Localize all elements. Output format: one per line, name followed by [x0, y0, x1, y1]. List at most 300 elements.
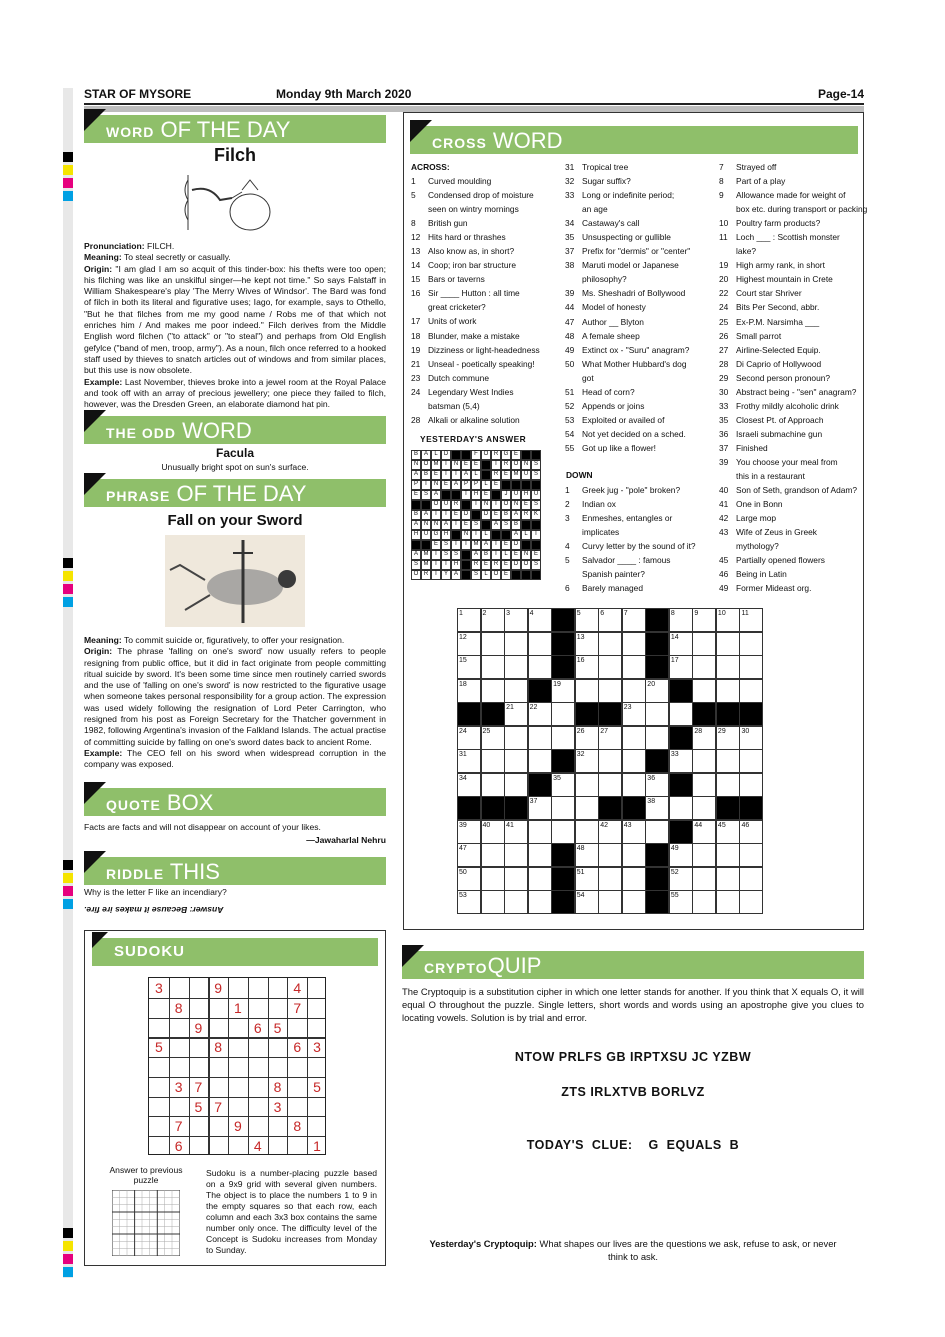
crossword-cell[interactable]: 26: [575, 726, 599, 750]
crossword-cell[interactable]: [669, 796, 693, 820]
sudoku-cell[interactable]: [248, 1116, 268, 1136]
sudoku-cell[interactable]: [189, 978, 209, 998]
crossword-cell[interactable]: 30: [739, 726, 763, 750]
crossword-cell[interactable]: 53: [457, 890, 481, 914]
sudoku-cell[interactable]: 3: [154, 980, 163, 996]
crossword-cell[interactable]: [504, 632, 528, 656]
crossword-cell[interactable]: [716, 749, 740, 773]
answer-cell: E: [411, 490, 421, 500]
clue-item: 6 Barely managed: [565, 583, 643, 594]
answer-cell: N: [411, 460, 421, 470]
answer-cell: A: [491, 520, 501, 530]
crossword-cell[interactable]: [692, 843, 716, 867]
crossword-cell[interactable]: [528, 655, 552, 679]
answer-cell: A: [481, 540, 491, 550]
phrase-body: Meaning: To commit suicide or, figuratively, to offer your resignation. Origin: The phrase 'falling on one's sword' now usually refers to people resigning from public office, but it did in fact originate from people committing ritual suicide by sword. It's been some time since men routinely carried swords and the use of 'falling on one's sword' is now restricted to the figurative usage when someone takes personal responsibility for a group action. The expression was used widely following the resignation of Lord Peter Carrington, who resigned from his post as Foreign Secretary for the Thatcher government in 1982, following Argentina's invasion of the Falkland Islands. The actual practise of committing suicide by falling on one's sword dates back to ancient Rome. Example: The CEO fell on his sword when widespread corruption in the company was exposed.: [84, 635, 387, 770]
answer-cell: H: [441, 530, 451, 540]
crossword-cell[interactable]: [528, 749, 552, 773]
crossword-cell[interactable]: [739, 679, 763, 703]
word-of-day-bar: WORD OF THE DAY: [84, 115, 386, 143]
quote-author: —Jawaharlal Nehru: [306, 835, 386, 845]
answer-cell: R: [491, 560, 501, 570]
crossword-cell[interactable]: 50: [457, 867, 481, 891]
clue-item: 22 Court star Shriver: [719, 288, 802, 299]
crossword-cell[interactable]: [692, 773, 716, 797]
sudoku-cell[interactable]: [208, 1136, 228, 1156]
answer-cell: T: [491, 540, 501, 550]
clue-item: 15 Bars or taverns: [411, 274, 485, 285]
crossword-cell[interactable]: 18: [457, 679, 481, 703]
crossword-cell[interactable]: [622, 843, 646, 867]
sudoku-cell[interactable]: [228, 1018, 248, 1038]
crossword-cell[interactable]: [504, 890, 528, 914]
crossword-cell[interactable]: [481, 773, 505, 797]
sudoku-cell[interactable]: [307, 998, 327, 1018]
crossword-cell[interactable]: [551, 820, 575, 844]
answer-cell: I: [461, 540, 471, 550]
crossword-cell[interactable]: [739, 773, 763, 797]
crossword-cell[interactable]: 19: [551, 679, 575, 703]
answer-cell: A: [511, 530, 521, 540]
sudoku-cell[interactable]: [149, 1077, 169, 1097]
clue-item: 8 British gun: [411, 218, 468, 229]
crossword-cell[interactable]: 14: [669, 632, 693, 656]
crossword-cell[interactable]: [622, 726, 646, 750]
answer-cell: B: [421, 470, 431, 480]
crossword-cell[interactable]: 44: [692, 820, 716, 844]
crossword-cell[interactable]: [716, 632, 740, 656]
sudoku-cell[interactable]: [189, 1136, 209, 1156]
yesterday-answer-title: YESTERDAY'S ANSWER: [420, 434, 527, 444]
sudoku-cell[interactable]: [189, 1116, 209, 1136]
crossword-cell[interactable]: [598, 632, 622, 656]
sudoku-cell[interactable]: 8: [293, 1118, 302, 1135]
crossword-grid[interactable]: [457, 608, 763, 914]
crossword-cell[interactable]: [739, 655, 763, 679]
crossword-cell[interactable]: [622, 632, 646, 656]
sudoku-cell[interactable]: [189, 998, 209, 1018]
crossword-cell[interactable]: [622, 679, 646, 703]
crossword-cell[interactable]: 37: [528, 796, 552, 820]
crossword-cell[interactable]: 5: [575, 608, 599, 632]
crossword-cell[interactable]: [481, 679, 505, 703]
crossword-cell[interactable]: 12: [457, 632, 481, 656]
crossword-cell[interactable]: 22: [528, 702, 552, 726]
clue-item: 53 Exploited or availed of: [565, 414, 665, 425]
quote-text: Facts are facts and will not disappear on account of your likes.: [84, 822, 321, 832]
crossword-cell[interactable]: 27: [598, 726, 622, 750]
cryptoquip-yesterday: Yesterday's Cryptoquip: What shapes our lives are the questions we ask, refuse to ask, or never think to ask.: [429, 1238, 837, 1262]
crossword-cell[interactable]: [622, 773, 646, 797]
sudoku-cell[interactable]: [228, 1077, 248, 1097]
sudoku-cell[interactable]: [248, 978, 268, 998]
crossword-cell[interactable]: 52: [669, 867, 693, 891]
sudoku-cell[interactable]: [287, 1097, 307, 1117]
sudoku-cell[interactable]: [228, 1057, 248, 1077]
crossword-cell[interactable]: [504, 867, 528, 891]
crossword-cell[interactable]: 10: [716, 608, 740, 632]
answer-cell: I: [431, 510, 441, 520]
sudoku-cell[interactable]: 7: [293, 999, 302, 1016]
crossword-cell[interactable]: [622, 867, 646, 891]
crossword-cell[interactable]: [645, 726, 669, 750]
crossword-cell[interactable]: [551, 726, 575, 750]
sudoku-cell[interactable]: [287, 1077, 307, 1097]
crossword-cell[interactable]: [739, 632, 763, 656]
crossword-cell[interactable]: 32: [575, 749, 599, 773]
sudoku-cell[interactable]: 7: [174, 1118, 183, 1135]
sudoku-cell[interactable]: 5: [313, 1078, 321, 1095]
clue-item: 37 Prefix for "dermis" or "center": [565, 246, 691, 257]
crossword-cell[interactable]: 17: [669, 655, 693, 679]
crossword-cell[interactable]: [622, 890, 646, 914]
sudoku-cell[interactable]: [189, 1037, 209, 1057]
crossword-cell[interactable]: 21: [504, 702, 528, 726]
sudoku-cell[interactable]: 6: [174, 1138, 183, 1155]
crossword-cell[interactable]: [598, 890, 622, 914]
crossword-black-cell: [739, 702, 763, 726]
crossword-cell[interactable]: [528, 843, 552, 867]
answer-cell: N: [521, 460, 531, 470]
answer-cell: H: [471, 490, 481, 500]
answer-cell: E: [461, 460, 471, 470]
riddle-answer: Answer: Because it makes ire fire.: [84, 905, 224, 915]
crossword-cell[interactable]: [575, 679, 599, 703]
clue-item: 23 Dutch commune: [411, 372, 489, 383]
crossword-cell[interactable]: [645, 820, 669, 844]
crossword-cell[interactable]: [504, 726, 528, 750]
sudoku-cell[interactable]: [228, 1097, 248, 1117]
sudoku-cell[interactable]: [149, 1136, 169, 1156]
crossword-cell[interactable]: 40: [481, 820, 505, 844]
crossword-cell[interactable]: 46: [739, 820, 763, 844]
sudoku-cell[interactable]: [268, 1116, 288, 1136]
crossword-cell[interactable]: 47: [457, 843, 481, 867]
answer-cell: S: [531, 500, 541, 510]
answer-cell: N: [431, 520, 441, 530]
sudoku-cell[interactable]: [169, 1018, 189, 1038]
crossword-cell[interactable]: [622, 749, 646, 773]
crossword-black-cell: [645, 608, 669, 632]
sudoku-cell[interactable]: [248, 1097, 268, 1117]
answer-cell: N: [481, 500, 491, 510]
sudoku-cell[interactable]: [307, 1057, 327, 1077]
sudoku-cell[interactable]: 3: [273, 1098, 282, 1115]
crossword-cell[interactable]: [716, 773, 740, 797]
sudoku-cell[interactable]: [287, 1018, 307, 1038]
sudoku-cell[interactable]: [268, 998, 288, 1018]
crossword-cell[interactable]: 20: [645, 679, 669, 703]
sudoku-cell[interactable]: [149, 1116, 169, 1136]
crossword-cell[interactable]: [481, 632, 505, 656]
crossword-cell[interactable]: 55: [669, 890, 693, 914]
clue-item: 39 You choose your meal from: [719, 456, 838, 467]
crossword-cell[interactable]: [739, 890, 763, 914]
crossword-cell[interactable]: [528, 726, 552, 750]
clue-item: 12 Hits hard or thrashes: [411, 232, 506, 243]
sudoku-cell[interactable]: 6: [293, 1039, 302, 1056]
sudoku-cell[interactable]: 8: [214, 1039, 223, 1056]
crossword-cell[interactable]: 25: [481, 726, 505, 750]
crossword-cell[interactable]: 48: [575, 843, 599, 867]
crossword-black-cell: [716, 796, 740, 820]
sudoku-cell[interactable]: 1: [234, 999, 242, 1016]
sudoku-grid[interactable]: [148, 977, 326, 1155]
sudoku-cell[interactable]: 4: [253, 1138, 262, 1155]
crossword-bar: CROSS WORD: [410, 126, 858, 154]
sudoku-cell[interactable]: 5: [194, 1098, 203, 1115]
crossword-cell[interactable]: 29: [716, 726, 740, 750]
answer-cell: L: [521, 530, 531, 540]
crossword-cell[interactable]: 39: [457, 820, 481, 844]
sudoku-cell[interactable]: [307, 1018, 327, 1038]
crossword-cell[interactable]: 36: [645, 773, 669, 797]
answer-cell: [521, 480, 531, 490]
answer-cell: [441, 490, 451, 500]
crossword-cell[interactable]: 6: [598, 608, 622, 632]
sudoku-cell[interactable]: 3: [174, 1078, 183, 1095]
crossword-black-cell: [551, 655, 575, 679]
sudoku-cell[interactable]: [268, 1057, 288, 1077]
crossword-black-cell: [457, 702, 481, 726]
crossword-cell[interactable]: [504, 679, 528, 703]
answer-cell: L: [431, 450, 441, 460]
answer-cell: D: [461, 510, 471, 520]
crossword-cell[interactable]: [739, 749, 763, 773]
sudoku-cell[interactable]: [169, 1097, 189, 1117]
riddle-question: Why is the letter F like an incendiary?: [84, 887, 227, 897]
crossword-cell[interactable]: 4: [528, 608, 552, 632]
answer-cell: D: [481, 510, 491, 520]
answer-cell: D: [441, 450, 451, 460]
crossword-black-cell: [551, 608, 575, 632]
crossword-cell[interactable]: [504, 655, 528, 679]
sudoku-cell[interactable]: [248, 998, 268, 1018]
cryptoquip-line2: ZTS IRLXTVB BORLVZ: [561, 1085, 705, 1099]
sudoku-cell[interactable]: [169, 1037, 189, 1057]
sudoku-cell[interactable]: [268, 1037, 288, 1057]
answer-cell: A: [411, 520, 421, 530]
crossword-cell[interactable]: 35: [551, 773, 575, 797]
sudoku-cell[interactable]: [248, 1057, 268, 1077]
answer-cell: E: [521, 500, 531, 510]
sudoku-cell[interactable]: [189, 1057, 209, 1077]
crossword-cell[interactable]: [481, 890, 505, 914]
crossword-cell[interactable]: [575, 796, 599, 820]
sudoku-cell[interactable]: [208, 1057, 228, 1077]
crossword-black-cell: [551, 890, 575, 914]
answer-cell: [421, 500, 431, 510]
answer-cell: T: [451, 520, 461, 530]
crossword-cell[interactable]: [481, 749, 505, 773]
sudoku-cell[interactable]: [169, 978, 189, 998]
crossword-cell[interactable]: [504, 843, 528, 867]
crossword-cell[interactable]: [692, 655, 716, 679]
sudoku-cell[interactable]: [149, 1018, 169, 1038]
answer-cell: T: [451, 540, 461, 550]
crossword-cell[interactable]: 33: [669, 749, 693, 773]
phrase-bar: PHRASE OF THE DAY: [84, 479, 386, 507]
crossword-cell[interactable]: [692, 632, 716, 656]
answer-cell: E: [481, 560, 491, 570]
cryptoquip-bar: CRYPTOQUIP: [402, 951, 864, 979]
crossword-cell[interactable]: 34: [457, 773, 481, 797]
crossword-cell[interactable]: [692, 867, 716, 891]
crossword-cell[interactable]: 31: [457, 749, 481, 773]
sudoku-cell[interactable]: [228, 1037, 248, 1057]
sudoku-cell[interactable]: 5: [273, 1019, 282, 1036]
sudoku-cell[interactable]: [208, 1018, 228, 1038]
crossword-cell[interactable]: [716, 890, 740, 914]
crossword-cell[interactable]: [598, 867, 622, 891]
page-number: Page-14: [817, 87, 864, 101]
crossword-cell[interactable]: [598, 773, 622, 797]
registration-strip: [63, 558, 73, 610]
crossword-cell[interactable]: [528, 867, 552, 891]
sudoku-cell[interactable]: [287, 1136, 307, 1156]
sudoku-cell[interactable]: [268, 978, 288, 998]
answer-cell: E: [431, 470, 441, 480]
crossword-cell[interactable]: [575, 773, 599, 797]
crossword-cell[interactable]: [645, 702, 669, 726]
answer-cell: E: [461, 520, 471, 530]
sudoku-cell[interactable]: 8: [174, 999, 183, 1016]
sudoku-cell[interactable]: [208, 1077, 228, 1097]
crossword-cell[interactable]: 16: [575, 655, 599, 679]
sudoku-cell[interactable]: [149, 998, 169, 1018]
crossword-cell[interactable]: [575, 820, 599, 844]
crossword-cell[interactable]: [716, 867, 740, 891]
crossword-cell[interactable]: 11: [739, 608, 763, 632]
crossword-cell[interactable]: [692, 749, 716, 773]
crossword-cell[interactable]: [739, 867, 763, 891]
crossword-cell[interactable]: 24: [457, 726, 481, 750]
answer-cell: A: [451, 480, 461, 490]
sudoku-cell[interactable]: 3: [313, 1039, 321, 1056]
sudoku-cell[interactable]: [307, 1116, 327, 1136]
crossword-cell[interactable]: 41: [504, 820, 528, 844]
cryptoquip-intro: The Cryptoquip is a substitution cipher in which one letter stands for another. If you think that X equals O, it will equal O throughout the puzzle. Single letters, short words and words using an apostrophe give you clues to locating vowels. Solution is by trial and error.: [402, 986, 864, 1023]
crossword-cell[interactable]: 9: [692, 608, 716, 632]
answer-cell: [501, 480, 511, 490]
sudoku-cell[interactable]: 9: [214, 980, 223, 996]
sudoku-cell[interactable]: 1: [313, 1138, 321, 1155]
crossword-cell[interactable]: [481, 867, 505, 891]
crossword-cell[interactable]: [716, 655, 740, 679]
sudoku-cell[interactable]: [307, 1097, 327, 1117]
crossword-cell[interactable]: [622, 655, 646, 679]
sudoku-cell[interactable]: 7: [194, 1078, 203, 1095]
sudoku-cell[interactable]: 4: [293, 980, 302, 996]
crossword-cell[interactable]: 45: [716, 820, 740, 844]
sudoku-cell[interactable]: 7: [214, 1098, 223, 1115]
crossword-cell[interactable]: [716, 843, 740, 867]
crossword-cell[interactable]: 38: [645, 796, 669, 820]
sudoku-cell[interactable]: 8: [273, 1078, 282, 1095]
crossword-cell[interactable]: 42: [598, 820, 622, 844]
crossword-cell[interactable]: 1: [457, 608, 481, 632]
sudoku-cell[interactable]: [248, 1037, 268, 1057]
crossword-cell[interactable]: [739, 843, 763, 867]
sudoku-cell[interactable]: [287, 1057, 307, 1077]
answer-cell: E: [491, 480, 501, 490]
crossword-cell[interactable]: [481, 843, 505, 867]
sudoku-cell[interactable]: [228, 978, 248, 998]
answer-cell: [421, 540, 431, 550]
sudoku-cell[interactable]: [208, 1116, 228, 1136]
crossword-cell[interactable]: [692, 890, 716, 914]
crossword-cell[interactable]: [504, 773, 528, 797]
crossword-cell[interactable]: [716, 679, 740, 703]
crossword-cell[interactable]: 2: [481, 608, 505, 632]
crossword-cell[interactable]: [598, 843, 622, 867]
answer-cell: I: [421, 480, 431, 490]
sudoku-cell[interactable]: 6: [253, 1019, 262, 1036]
registration-strip: [63, 1228, 73, 1280]
crossword-cell[interactable]: 23: [622, 702, 646, 726]
sudoku-cell[interactable]: 9: [194, 1019, 203, 1036]
sudoku-cell[interactable]: [149, 1097, 169, 1117]
crossword-cell[interactable]: [669, 702, 693, 726]
crossword-cell[interactable]: [528, 632, 552, 656]
crossword-cell[interactable]: [598, 749, 622, 773]
crossword-cell[interactable]: [551, 796, 575, 820]
answer-cell: T: [441, 510, 451, 520]
crossword-cell[interactable]: [598, 655, 622, 679]
sudoku-cell[interactable]: [307, 978, 327, 998]
crossword-cell[interactable]: 28: [692, 726, 716, 750]
crossword-black-cell: [551, 632, 575, 656]
answer-cell: O: [411, 570, 421, 580]
sudoku-cell[interactable]: 5: [154, 1039, 163, 1056]
crossword-cell[interactable]: 49: [669, 843, 693, 867]
sudoku-cell[interactable]: 9: [234, 1118, 242, 1135]
sudoku-cell[interactable]: [169, 1057, 189, 1077]
answer-cell: A: [471, 550, 481, 560]
answer-cell: H: [411, 530, 421, 540]
answer-cell: S: [501, 520, 511, 530]
sudoku-cell[interactable]: [149, 1057, 169, 1077]
answer-cell: S: [531, 460, 541, 470]
crossword-cell[interactable]: [528, 890, 552, 914]
crossword-cell[interactable]: 54: [575, 890, 599, 914]
clue-item: this in a restaurant: [736, 471, 805, 482]
clue-item: 4 Curvy letter by the sound of it?: [565, 541, 696, 552]
crossword-cell[interactable]: [692, 679, 716, 703]
crossword-cell[interactable]: 3: [504, 608, 528, 632]
crossword-cell[interactable]: [598, 679, 622, 703]
sudoku-cell[interactable]: [228, 1136, 248, 1156]
crossword-cell[interactable]: 15: [457, 655, 481, 679]
crossword-cell[interactable]: [528, 820, 552, 844]
crossword-cell[interactable]: 7: [622, 608, 646, 632]
crossword-cell[interactable]: [504, 749, 528, 773]
sudoku-cell[interactable]: [268, 1136, 288, 1156]
crossword-cell[interactable]: [692, 796, 716, 820]
crossword-cell[interactable]: 51: [575, 867, 599, 891]
clue-item: 43 Wife of Zeus in Greek: [719, 527, 817, 538]
sudoku-cell[interactable]: [208, 998, 228, 1018]
crossword-cell[interactable]: [481, 655, 505, 679]
clue-item: 33 Frothy mildly alcoholic drink: [719, 400, 839, 411]
crossword-cell[interactable]: 43: [622, 820, 646, 844]
answer-cell: R: [501, 460, 511, 470]
clue-item: 11 Loch ___ : Scottish monster: [719, 232, 840, 243]
crossword-cell[interactable]: [551, 702, 575, 726]
crossword-cell[interactable]: 13: [575, 632, 599, 656]
crossword-cell[interactable]: 8: [669, 608, 693, 632]
sudoku-cell[interactable]: [248, 1077, 268, 1097]
